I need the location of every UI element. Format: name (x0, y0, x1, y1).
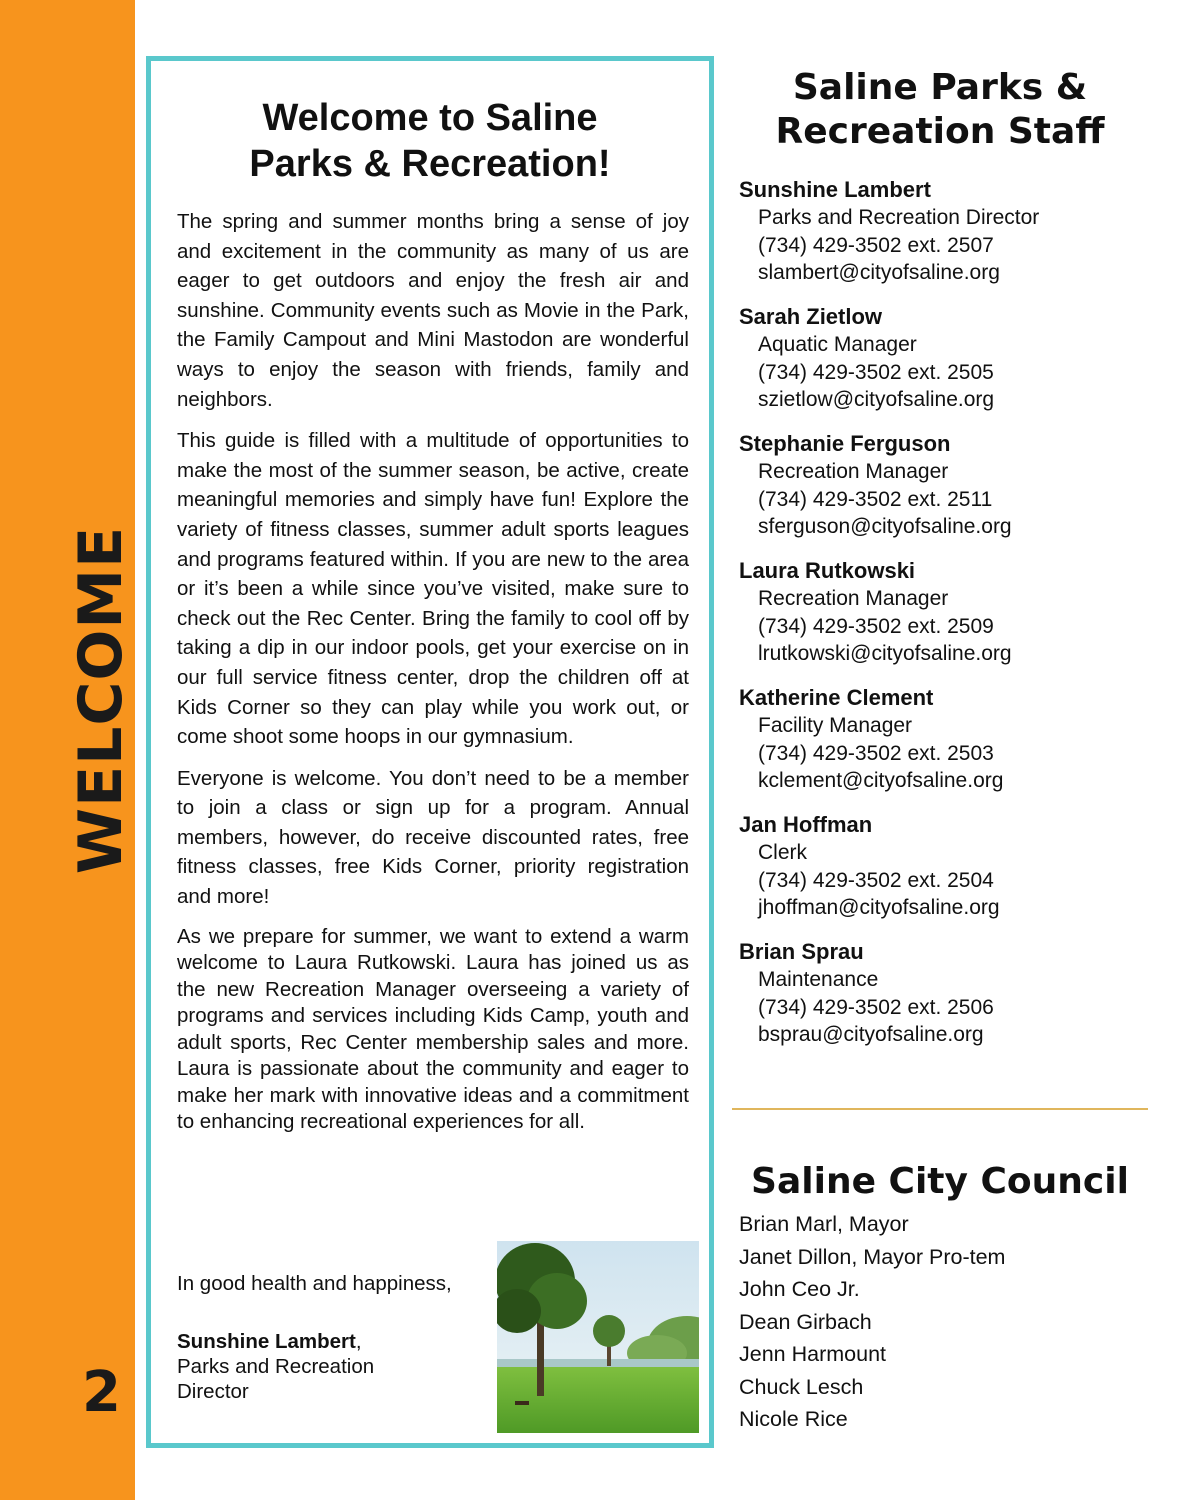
staff-phone: (734) 429-3502 ext. 2511 (758, 487, 993, 511)
staff-entry (739, 938, 1159, 1065)
staff-name: Brian Sprau (739, 939, 864, 964)
welcome-paragraph: Everyone is welcome. You don’t need to be a member to join a class or sign up for a program. Annual members, however, do receive discounted rates, free fitness classes, free Kids Corner, priority registration and more! (177, 766, 689, 909)
council-heading: Saline City Council (751, 1161, 1129, 1202)
council-member: Nicole Rice (739, 1407, 848, 1431)
staff-email: slambert@cityofsaline.org (758, 261, 1000, 284)
staff-phone: (734) 429-3502 ext. 2504 (758, 868, 994, 892)
staff-heading-line2: Recreation Staff (775, 111, 1105, 152)
council-member: Brian Marl, Mayor (739, 1212, 909, 1236)
welcome-title (191, 95, 669, 187)
welcome-paragraph: The spring and summer months bring a sense of joy and excitement in the community as many of us are eager to get outdoors and enjoy the fresh air and sunshine. Community events such as Movie in the Park, the Family Campout and Mini Mastodon are wonderful ways to enjoy the season with friends, family and neighbors. (177, 210, 689, 411)
signature-block: Sunshine Lambert, Parks and Recreation Director (177, 1330, 375, 1403)
staff-entry (739, 811, 1159, 938)
staff-phone: (734) 429-3502 ext. 2507 (758, 233, 994, 257)
staff-name: Katherine Clement (739, 685, 934, 710)
closing-line: In good health and happiness, (177, 1272, 452, 1295)
staff-phone: (734) 429-3502 ext. 2509 (758, 614, 994, 638)
staff-entry (739, 303, 1159, 430)
staff-entry (739, 557, 1159, 684)
staff-email: jhoffman@cityofsaline.org (758, 896, 1000, 919)
staff-role: Recreation Manager (758, 587, 949, 610)
signer-name: Sunshine Lambert (177, 1330, 356, 1353)
welcome-paragraph: As we prepare for summer, we want to extend a warm welcome to Laura Rutkowski. Laura has joined us as the new Recreation Manager overseeing a variety of programs and services including Kids Camp, youth and adult sports, Rec Center membership sales and more. Laura is passionate about the community and eager to make her mark with innovative ideas and a commitment to enhancing recreational experiences for all. (177, 924, 689, 1134)
staff-entry (739, 176, 1159, 303)
staff-role: Aquatic Manager (758, 333, 917, 356)
staff-role: Parks and Recreation Director (758, 206, 1040, 229)
sidebar-band (0, 0, 135, 1500)
welcome-title-line1: Welcome to Saline (262, 97, 598, 139)
staff-list (739, 176, 1159, 1065)
staff-email: szietlow@cityofsaline.org (758, 388, 995, 411)
staff-name: Sunshine Lambert (739, 177, 931, 202)
council-member: Jenn Harmount (739, 1342, 886, 1366)
staff-heading-line1: Saline Parks & (792, 67, 1088, 108)
staff-entry (739, 684, 1159, 811)
staff-name: Laura Rutkowski (739, 558, 916, 583)
staff-name: Stephanie Ferguson (739, 431, 951, 456)
signer-title-line1: Parks and Recreation (177, 1355, 375, 1378)
council-list (739, 1208, 1005, 1436)
council-member: John Ceo Jr. (739, 1277, 860, 1301)
welcome-body (177, 207, 689, 1148)
staff-email: sferguson@cityofsaline.org (758, 515, 1012, 538)
welcome-paragraph: This guide is filled with a multitude of opportunities to make the most of the summer season, be active, create meaningful memories and simply have fun! Explore the variety of fitness classes, summer adult sports leagues and programs featured within. If you are new to the area or it’s been a while since you’ve visited, make sure to check out the Rec Center. Bring the family to cool off by taking a dip in our indoor pools, get your exercise on in our full service fitness center, drop the children off at Kids Corner so they can play while you work out, or come shoot some hoops in our gymnasium. (177, 429, 689, 749)
signer-title-line2: Director (177, 1380, 249, 1403)
park-photo (497, 1241, 699, 1433)
section-divider (732, 1108, 1148, 1110)
staff-email: bsprau@cityofsaline.org (758, 1023, 984, 1046)
staff-phone: (734) 429-3502 ext. 2505 (758, 360, 994, 384)
welcome-title-line2: Parks & Recreation! (249, 143, 611, 185)
staff-phone: (734) 429-3502 ext. 2503 (758, 741, 994, 765)
staff-name: Jan Hoffman (739, 812, 873, 837)
staff-phone: (734) 429-3502 ext. 2506 (758, 995, 994, 1019)
staff-heading (730, 66, 1150, 154)
staff-name: Sarah Zietlow (739, 304, 883, 329)
page-number: 2 (82, 1360, 121, 1425)
staff-role: Recreation Manager (758, 460, 949, 483)
council-member: Janet Dillon, Mayor Pro-tem (739, 1244, 1006, 1269)
section-label: WELCOME (66, 525, 136, 875)
council-member: Chuck Lesch (739, 1374, 864, 1399)
welcome-letter-box (146, 56, 714, 1448)
staff-role: Facility Manager (758, 714, 913, 737)
staff-role: Maintenance (758, 968, 879, 991)
council-member: Dean Girbach (739, 1309, 872, 1334)
staff-role: Clerk (758, 841, 808, 864)
staff-email: lrutkowski@cityofsaline.org (758, 642, 1012, 665)
staff-entry (739, 430, 1159, 557)
staff-email: kclement@cityofsaline.org (758, 769, 1004, 792)
